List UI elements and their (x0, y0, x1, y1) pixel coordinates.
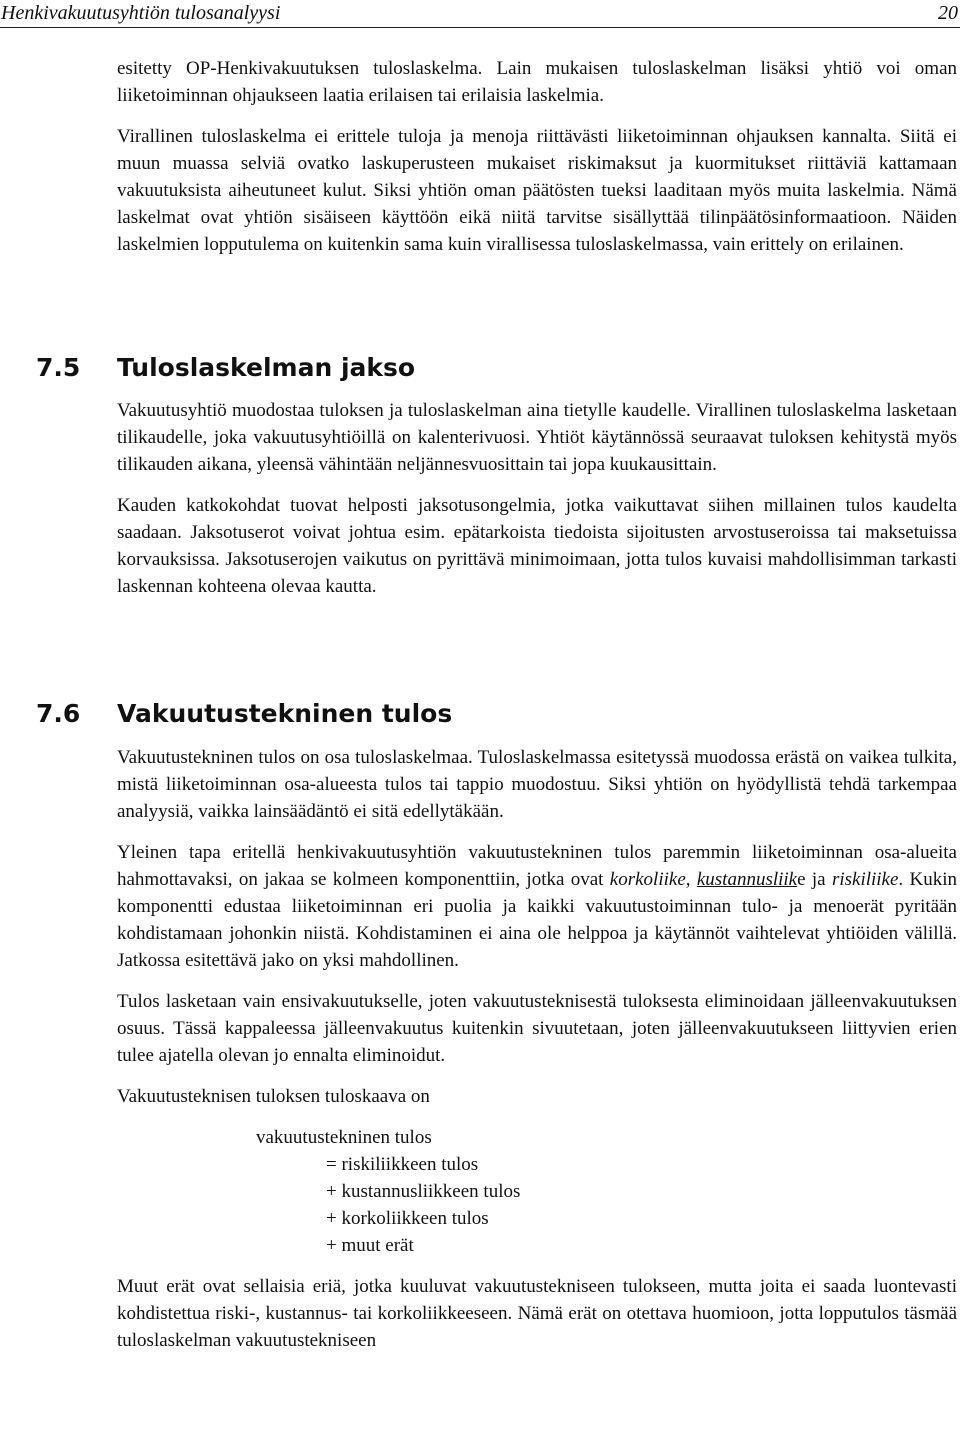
formula-line: + kustannusliikkeen tulos (326, 1181, 521, 1202)
paragraph: Tulos lasketaan vain ensivakuutukselle, joten vakuutusteknisestä tuloksesta eliminoidaan jälleenvakuutuksen osuus. Tässä kappaleessa jälleenvakuutus kuitenkin sivuutetaan, joten jälleenvakuutukseen liittyvien erien tulee ajatella olevan jo ennalta eliminoidut. (117, 991, 957, 1066)
text-run: . Kukin komponentti edustaa liiketoiminnan eri puolia ja kaikki vakuutustoiminnan tulo- ja menoerät pyritään kohdistamaan johonkin niistä. Kohdistaminen ei aina ole helppoa ja käytännöt vaihtelevat yhtiöiden välillä. Jatkossa esitettävä jako on yksi mahdollinen. (117, 869, 957, 971)
formula-block (256, 1124, 957, 1259)
intro-text (117, 55, 957, 258)
formula-line: + muut erät (326, 1235, 414, 1256)
formula-line: = riskiliikkeen tulos (326, 1154, 479, 1175)
section-number: 7.5 (36, 353, 81, 382)
term-riskiliike: riskiliike (831, 869, 899, 890)
paragraph (117, 839, 957, 974)
section-title: Vakuutustekninen tulos (117, 699, 453, 728)
formula-line: vakuutustekninen tulos (256, 1127, 432, 1148)
paragraph: esitetty OP-Henkivakuutuksen tuloslaskelma. Lain mukaisen tuloslaskelman lisäksi yhtiö voi oman liiketoiminnan ohjaukseen laatia erilaisen tai erilaisia laskelmia. (117, 58, 957, 106)
paragraph: Virallinen tuloslaskelma ei erittele tuloja ja menoja riittävästi liiketoiminnan ohjauksen kannalta. Siitä ei muun muassa selviä ovatko laskuperusteen mukaiset riskimaksut ja kuormitukset riittäviä kattamaan vakuutuksista aiheutuneet kulut. Siksi yhtiön oman päätösten tueksi laaditaan myös muita laskelmia. Nämä laskelmat ovat yhtiön sisäiseen käyttöön eikä niitä tarvitse sisällyttää tilinpäätösinformaatioon. Näiden laskelmien lopputulema on kuitenkin sama kuin virallisessa tuloslaskelmassa, vain erittely on erilainen. (117, 126, 957, 255)
term-kustannusliike: kustannusliik (696, 869, 798, 890)
section-heading-7-6 (36, 699, 452, 729)
paragraph: Vakuutusteknisen tuloksen tuloskaava on (117, 1086, 430, 1107)
paragraph: Kauden katkokohdat tuovat helposti jaksotusongelmia, jotka vaikuttavat siihen millainen tulos kaudelta saadaan. Jaksotuserot voivat johtua esim. epätarkoista tiedoista sijoitusten arvostuseroissa tai maksetuissa korvauksissa. Jaksotuserojen vaikutus on pyrittävä minimoimaan, jotta tulos kuvaisi mahdollisimman tarkasti laskennan kohteena olevaa kautta. (117, 495, 957, 597)
text-run: , (685, 869, 697, 890)
section-7-6-body (117, 744, 957, 1354)
formula-line: + korkoliikkeen tulos (326, 1208, 489, 1229)
term-korkoliike: korkoliike (609, 869, 686, 890)
page-number: 20 (938, 2, 958, 24)
section-number: 7.6 (36, 699, 81, 728)
page-header (0, 0, 960, 28)
section-title: Tuloslaskelman jakso (117, 353, 416, 382)
text-run: Yleinen tapa eritellä henkivakuutusyhtiön vakuutustekninen tulos paremmin liiketoiminnan osa-alueita hahmottavaksi, on jakaa se kolmeen komponenttiin, jotka ovat (117, 842, 957, 890)
text-run: e ja (797, 869, 832, 890)
paragraph: Vakuutusyhtiö muodostaa tuloksen ja tuloslaskelman aina tietylle kaudelle. Virallinen tuloslaskelma lasketaan tilikaudelle, joka vakuutusyhtiöillä on kalenterivuosi. Yhtiöt käytännössä seuraavat tuloksen kehitystä myös tilikauden aikana, yleensä vähintään neljännesvuosittain tai jopa kuukausittain. (117, 400, 957, 475)
paragraph: Muut erät ovat sellaisia eriä, jotka kuuluvat vakuutustekniseen tulokseen, mutta joita ei saada luontevasti kohdistettua riski-, kustannus- tai korkoliikkeeseen. Nämä erät on otettava huomioon, jotta lopputulos täsmää tuloslaskelman vakuutustekniseen (117, 1276, 957, 1351)
section-heading-7-5 (36, 353, 415, 383)
section-7-5-body (117, 397, 957, 600)
running-title: Henkivakuutusyhtiön tulosanalyysi (1, 2, 281, 24)
paragraph: Vakuutustekninen tulos on osa tuloslaskelmaa. Tuloslaskelmassa esitetyssä muodossa erästä on vaikea tulkita, mistä liiketoiminnan osa-alueesta tulos tai tappio muodostuu. Siksi yhtiön on hyödyllistä tehdä tarkempaa analyysiä, vaikka lainsäädäntö ei sitä edellytäkään. (117, 747, 957, 822)
